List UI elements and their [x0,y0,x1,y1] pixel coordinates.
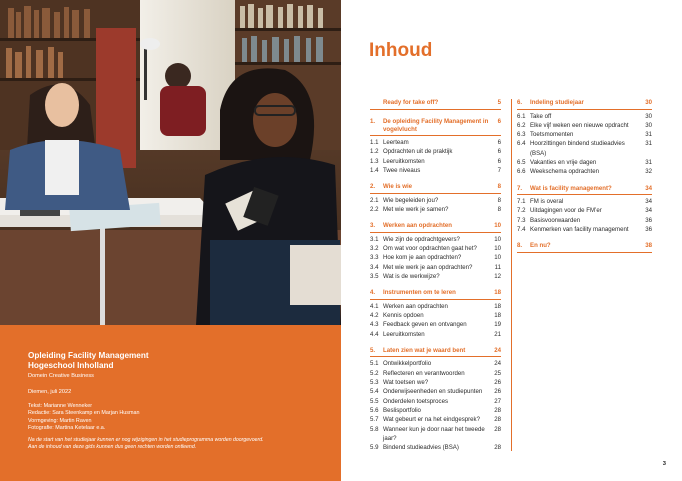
toc-item-title: Om wat voor opdrachten gaat het? [383,245,477,253]
toc-item-page: 27 [494,397,501,405]
toc-item-page: 6 [497,139,501,146]
toc-section-heading[interactable] [370,99,501,110]
toc-section-number [370,99,383,107]
toc-section-title: Wie is wie [383,183,413,191]
cover-photo [0,0,341,325]
toc-item[interactable] [370,387,501,396]
right-page [341,0,682,481]
toc-item-number: 7.2 [517,207,526,215]
toc-item-number: 5.6 [370,406,379,414]
toc-item-title: Kenmerken van facility management [530,225,629,233]
toc-item[interactable] [370,138,501,147]
toc-item-title: Wat gebeurt er na het eindgesprek? [383,416,480,424]
toc-item-title: Wat is de werkwijze? [383,272,440,280]
toc-item-page: 19 [494,321,501,329]
toc-item[interactable] [370,415,501,424]
toc-section-title: Ready for take off? [383,99,439,106]
toc-item[interactable] [370,406,501,415]
toc-item-title: Uitdagingen voor de FM’er [530,207,602,215]
toc-item-number: 5.5 [370,397,379,405]
toc-section [370,222,501,281]
disclaimer-line-1: Na de start van het studiejaar kunnen er nog wijzigingen in het studieprogramma worden doorgevoerd. [28,437,264,443]
column-divider [511,99,512,451]
page-number: 3 [662,461,666,467]
toc-section-number: 6. [517,99,523,106]
toc-item[interactable] [370,320,501,329]
toc-item-title: Met wie werk je samen? [383,205,449,213]
toc-item[interactable] [517,158,652,167]
toc-section-heading[interactable] [370,183,501,194]
toc-section-page: 6 [497,117,501,125]
toc-item-page: 36 [645,225,652,233]
toc-section-title: Werken aan opdrachten [383,222,452,230]
toc-item-number: 6.1 [517,112,526,120]
toc-item[interactable] [517,216,652,225]
credits [28,403,139,433]
toc-section [370,183,501,214]
toc-item-title: Hoorzittingen bindend studieadvies (BSA) [530,140,625,157]
toc-item-number: 4.4 [370,330,379,338]
toc-item-page: 24 [494,360,501,368]
toc-item[interactable] [370,311,501,320]
toc-item[interactable] [370,359,501,368]
toc-item-page: 7 [497,166,501,174]
toc-section-number: 7. [517,184,523,192]
toc-item-page: 34 [645,207,652,215]
toc-item[interactable] [370,263,501,272]
toc-item-title: Wanneer kun je door naar het tweede jaar? [383,425,485,442]
toc-section [517,242,652,253]
toc-section-page: 34 [645,184,652,192]
toc-item-number: 1.1 [370,139,379,146]
toc-item-title: Take off [530,112,552,120]
disclaimer-note [28,437,264,451]
toc-item-number: 3.5 [370,272,379,280]
toc-item-number: 5.7 [370,416,379,424]
toc-item[interactable] [517,130,652,139]
toc-item-page: 30 [645,112,652,120]
toc-item-page: 12 [494,272,501,280]
toc-item-page: 6 [497,157,501,165]
toc-item-page: 36 [645,216,652,224]
disclaimer-line-2: Aan de inhoud van deze gids kunnen dus geen rechten worden ontleend. [28,444,197,450]
toc-item-page: 34 [645,198,652,206]
toc-section-title: Indeling studiejaar [530,99,584,106]
toc-item-number: 5.4 [370,388,379,396]
toc-item-title: Leeruitkomsten [383,330,425,338]
toc-item[interactable] [370,425,501,444]
toc-item-page: 31 [645,158,652,166]
toc-item-number: 6.6 [517,168,526,176]
toc-item[interactable] [517,206,652,215]
toc-item-title: Feedback geven en ontvangen [383,321,467,329]
toc-item[interactable] [370,369,501,378]
toc-item-number: 6.3 [517,131,526,139]
library-study-photo [0,0,341,325]
toc-item-page: 30 [645,121,652,129]
toc-item-page: 28 [494,416,501,424]
toc-item-number: 3.1 [370,235,379,243]
toc-item-number: 5.1 [370,360,379,368]
toc-item-title: Werken aan opdrachten [383,302,448,310]
toc-column-right [517,99,652,261]
toc-item-page: 8 [497,205,501,213]
toc-section-page: 18 [494,289,501,297]
toc-item-number: 2.2 [370,205,379,213]
toc-section [370,118,501,176]
toc-item[interactable] [370,378,501,387]
credit-design: Vormgeving: Martin Raven [28,417,92,424]
toc-item[interactable] [370,157,501,166]
toc-item-page: 6 [497,148,501,156]
toc-section-heading[interactable] [370,289,501,300]
toc-section-number: 5. [370,346,376,354]
toc-heading: Inhoud [369,40,433,61]
toc-item-page: 32 [645,168,652,176]
toc-item-title: Toetsmomenten [530,131,574,139]
toc-item-number: 5.2 [370,369,379,377]
toc-item-number: 3.2 [370,245,379,253]
toc-item[interactable] [370,205,501,214]
toc-item-title: Hoe kom je aan opdrachten? [383,254,462,262]
toc-item[interactable] [370,302,501,311]
toc-item-number: 7.1 [517,198,526,206]
toc-item[interactable] [370,330,501,339]
toc-item-number: 6.5 [517,158,526,166]
toc-section-title: Wat is facility management? [530,184,612,192]
toc-section [370,289,501,339]
toc-item-title: Weekschema opdrachten [530,168,599,176]
toc-item[interactable] [370,244,501,253]
toc-item-title: Met wie werk je aan opdrachten? [383,263,473,271]
toc-section-page: 8 [497,183,501,191]
toc-item-number: 7.4 [517,225,526,233]
toc-section-heading[interactable] [517,185,652,196]
toc-item-title: Leeruitkomsten [383,157,425,165]
toc-section-number: 8. [517,242,523,250]
toc-item-title: Wie begeleiden jou? [383,196,439,204]
toc-item-title: Opdrachten uit de praktijk [383,148,453,156]
toc-item-page: 28 [494,406,501,414]
toc-item-page: 26 [494,388,501,396]
program-title: Opleiding Facility Management [28,351,149,360]
toc-item-page: 28 [494,425,501,433]
toc-item[interactable] [370,397,501,406]
toc-item-page: 11 [494,263,501,271]
toc-item-number: 5.3 [370,379,379,387]
toc-section-page: 30 [645,99,652,106]
toc-item-page: 18 [494,312,501,320]
toc-item-number: 6.4 [517,140,526,148]
credit-editors: Redactie: Sara Steenkamp en Marjan Husman [28,410,140,417]
toc-section-number: 2. [370,183,376,191]
toc-item-number: 1.2 [370,148,379,156]
toc-section-heading[interactable] [370,222,501,233]
toc-item[interactable] [370,253,501,262]
toc-item-title: Beslisportfolio [383,406,421,414]
toc-item-page: 18 [494,302,501,310]
toc-item-page: 31 [645,140,652,148]
toc-item-title: Onderdelen toetsproces [383,397,449,405]
toc-item[interactable] [517,112,652,121]
toc-item[interactable] [517,121,652,130]
toc-item-page: 31 [645,131,652,139]
toc-item[interactable] [517,197,652,206]
credit-photography: Fotografie: Martina Ketelaar e.a. [28,425,106,432]
toc-item-page: 21 [494,330,501,338]
toc-item[interactable] [370,443,501,452]
toc-item-title: Reflecteren en verantwoorden [383,369,465,377]
toc-section-title: En nu? [530,242,551,250]
toc-section-heading[interactable] [370,118,501,137]
cover-info-panel [0,325,341,481]
toc-item-page: 26 [494,379,501,387]
toc-item-title: Ontwikkelportfolio [383,360,432,368]
toc-item-title: Onderwijseenheden en studiepunten [383,388,483,396]
toc-item-number: 7.3 [517,216,526,224]
toc-item-title: Kennis opdoen [383,312,424,320]
toc-item-number: 5.8 [370,425,379,433]
toc-section-number: 1. [370,117,376,125]
toc-item-number: 2.1 [370,196,379,204]
toc-section-heading[interactable] [517,99,652,110]
toc-item-title: Basisvoorwaarden [530,216,581,224]
toc-item-number: 5.9 [370,444,379,452]
toc-item-number: 3.4 [370,263,379,271]
school-name: Hogeschool Inholland [28,361,114,370]
toc-item-number: 4.3 [370,321,379,329]
toc-section [370,347,501,452]
toc-item[interactable] [370,196,501,205]
toc-item-page: 10 [494,254,501,262]
toc-item-title: Vakanties en vrije dagen [530,158,597,166]
toc-item[interactable] [517,167,652,176]
toc-item-title: Wie zijn de opdrachtgevers? [383,235,460,243]
toc-section [370,99,501,110]
toc-item[interactable] [370,272,501,281]
credit-text: Tekst: Marianne Wenneker [28,403,93,409]
cover-title-block [28,351,149,371]
toc-item-number: 6.2 [517,121,526,129]
toc-item-number: 1.4 [370,166,379,174]
toc-item-page: 10 [494,245,501,253]
toc-item[interactable] [370,235,501,244]
toc-section-title: Laten zien wat je waard bent [383,346,466,354]
toc-item-page: 28 [494,444,501,452]
toc-section-title: Instrumenten om te leren [383,289,456,297]
toc-item-title: Wat toetsen we? [383,379,429,387]
toc-item[interactable] [517,139,652,158]
toc-item-number: 1.3 [370,157,379,165]
toc-section-title: De opleiding Facility Management in vogelvlucht [383,117,489,133]
toc-section-page: 10 [494,222,501,230]
toc-item[interactable] [370,147,501,156]
publication-date: Diemen, juli 2022 [28,389,72,395]
domain-label: Domein Creative Business [28,373,94,379]
toc-section-number: 4. [370,289,376,297]
toc-section [517,99,652,177]
toc-column-left [370,99,501,460]
toc-item-title: Leerteam [383,139,409,146]
toc-item[interactable] [370,166,501,175]
toc-section-page: 24 [494,346,501,354]
toc-item-title: Twee niveaus [383,166,421,174]
toc-section-page: 5 [497,99,501,106]
toc-item-title: FM is overal [530,198,564,206]
toc-item[interactable] [517,225,652,234]
toc-item-title: Elke vijf weken een nieuwe opdracht [530,121,629,129]
toc-item-page: 8 [497,196,501,204]
toc-item-number: 4.2 [370,312,379,320]
toc-section-heading[interactable] [370,347,501,358]
toc-item-page: 25 [494,369,501,377]
toc-item-number: 3.3 [370,254,379,262]
toc-section [517,185,652,235]
toc-section-page: 38 [645,242,652,250]
toc-item-number: 4.1 [370,302,379,310]
toc-section-heading[interactable] [517,242,652,253]
toc-item-page: 10 [494,235,501,243]
toc-section-number: 3. [370,222,376,230]
toc-item-title: Bindend studieadvies (BSA) [383,444,459,452]
